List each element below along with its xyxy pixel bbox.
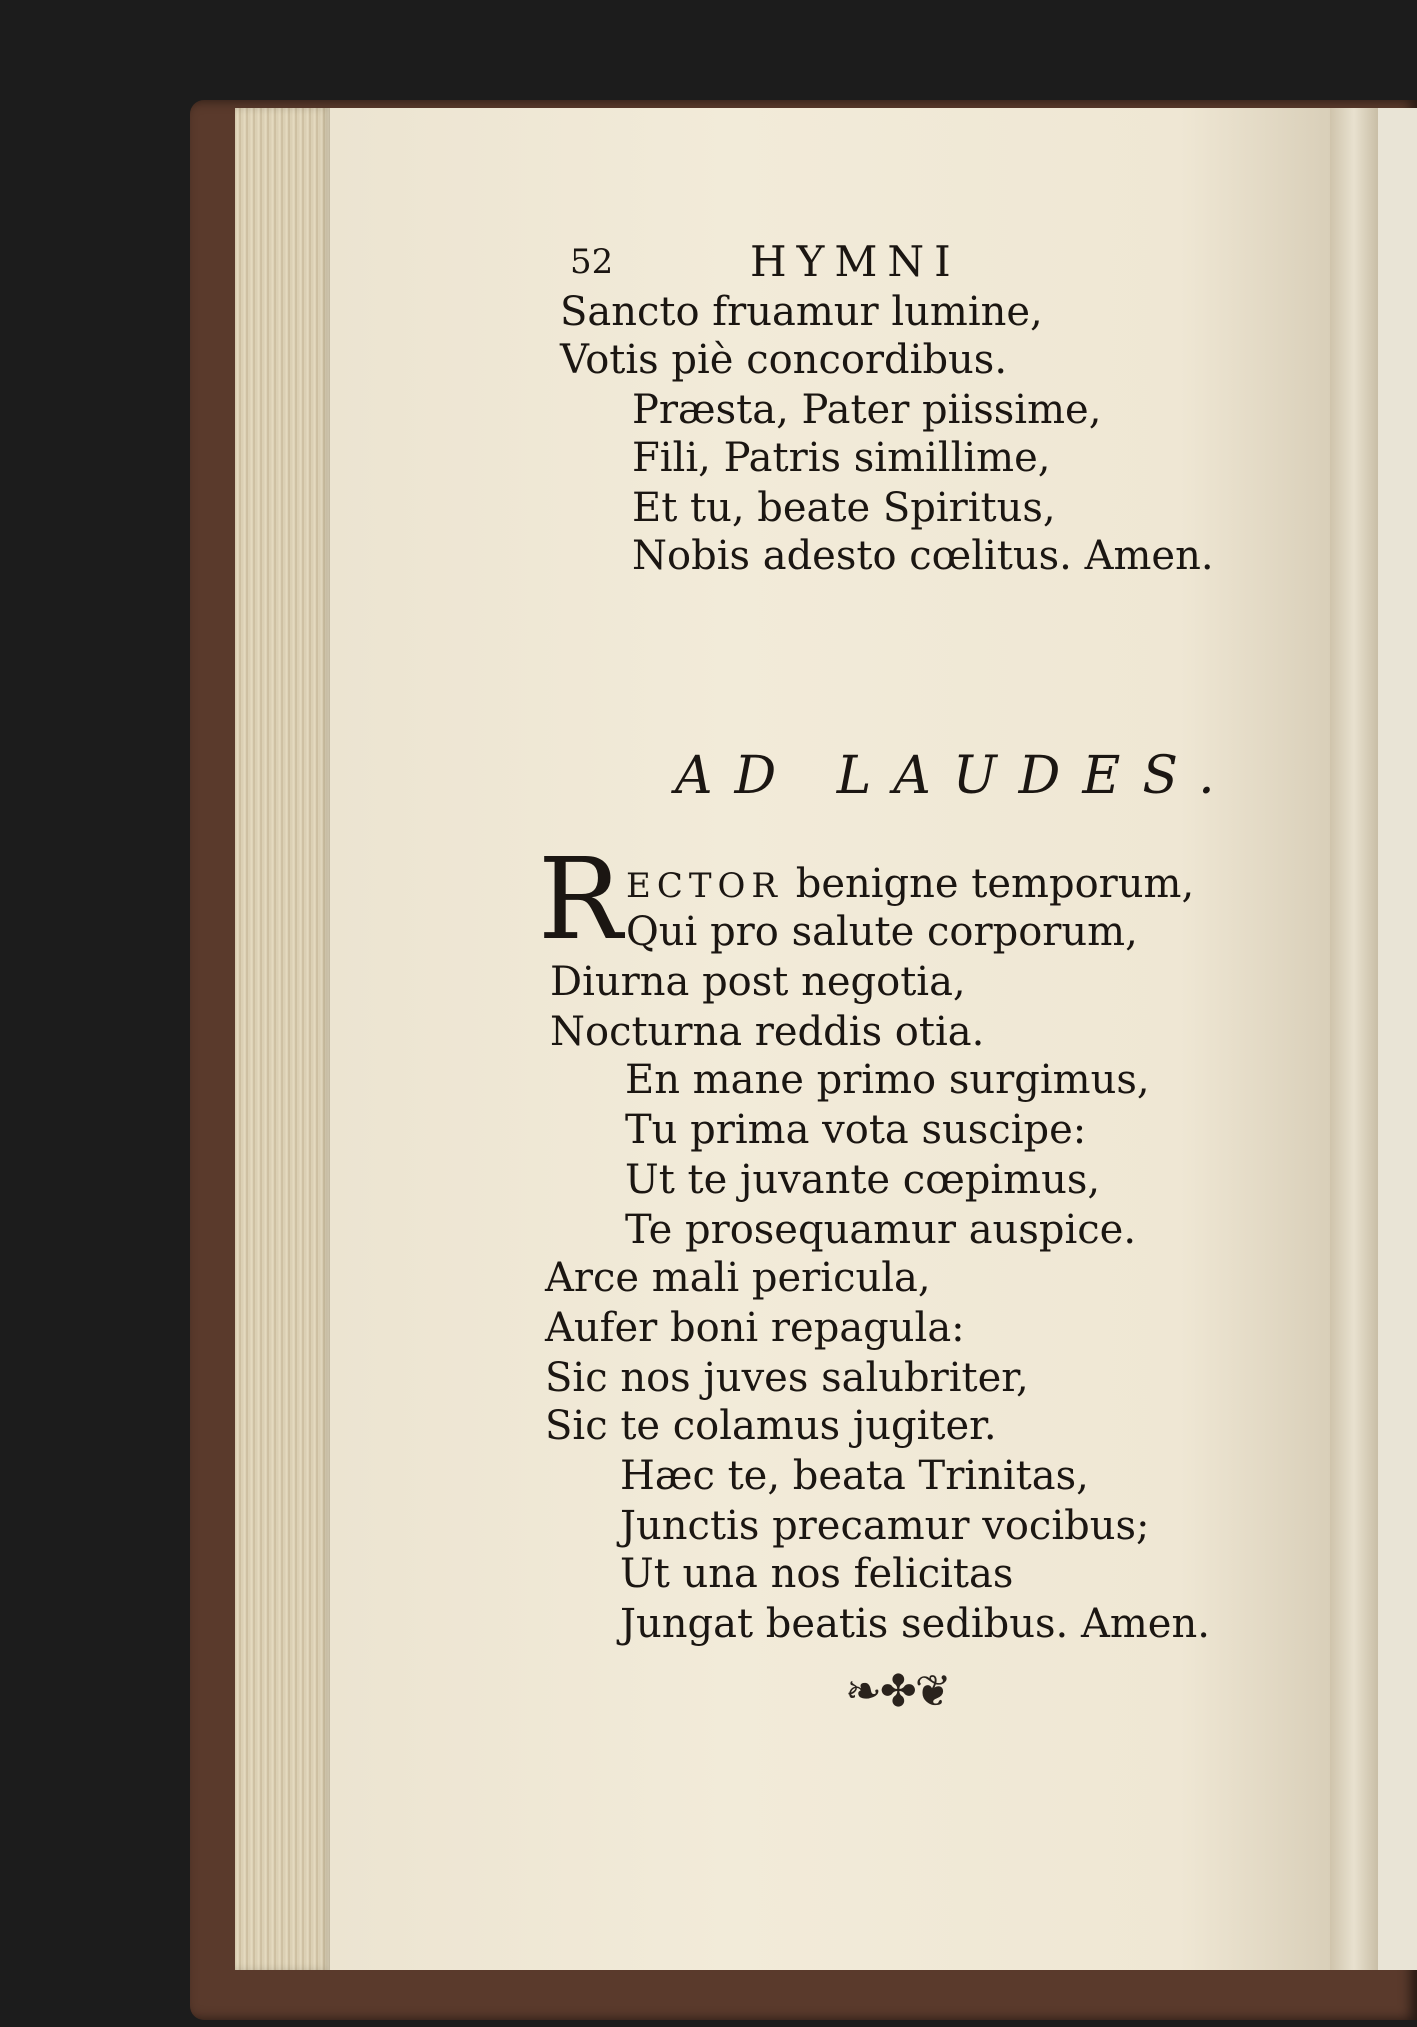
book-gutter	[1330, 108, 1378, 1970]
verse-line: Junctis precamur vocibus;	[620, 1503, 1150, 1549]
verse-line: Sic nos juves salubriter,	[545, 1355, 1029, 1401]
verse-line: Præsta, Pater piissime,	[632, 387, 1102, 433]
verse-line: Jungat beatis sedibus. Amen.	[620, 1601, 1210, 1647]
section-heading: AD LAUDES.	[675, 746, 1237, 806]
first-line-rest: benigne temporum,	[795, 861, 1195, 907]
page-text	[330, 108, 1330, 1970]
verse-line: Te prosequamur auspice.	[625, 1207, 1137, 1253]
page-edges	[235, 108, 330, 1970]
verse-line: Nobis adesto cœlitus. Amen.	[632, 533, 1214, 579]
verse-line: En mane primo surgimus,	[625, 1057, 1150, 1103]
verse-line: Ut una nos felicitas	[620, 1551, 1014, 1597]
running-title: HYMNI	[750, 237, 961, 286]
verse-line: Et tu, beate Spiritus,	[632, 485, 1056, 531]
verse-line: Diurna post negotia,	[550, 959, 966, 1005]
hymn-first-line	[626, 860, 1194, 910]
verse-line: Fili, Patris simillime,	[632, 435, 1051, 481]
verse-line: Votis piè concordibus.	[560, 337, 1008, 383]
book-page	[330, 108, 1330, 1970]
first-word-small-caps: ECTOR	[626, 866, 783, 906]
verse-line: Arce mali pericula,	[545, 1255, 931, 1301]
facing-page-edge	[1378, 108, 1417, 1970]
drop-cap: R	[538, 835, 623, 965]
verse-line: Sic te colamus jugiter.	[545, 1403, 997, 1449]
verse-line: Sancto fruamur lumine,	[560, 289, 1043, 335]
page-number: 52	[570, 242, 614, 282]
verse-line: Tu prima vota suscipe:	[625, 1107, 1087, 1153]
tailpiece-ornament: ❧✤❦	[845, 1666, 950, 1717]
verse-line: Qui pro salute corporum,	[626, 909, 1138, 955]
verse-line: Hæc te, beata Trinitas,	[620, 1453, 1089, 1499]
verse-line: Ut te juvante cœpimus,	[625, 1157, 1101, 1203]
verse-line: Aufer boni repagula:	[545, 1305, 965, 1351]
verse-line: Nocturna reddis otia.	[550, 1009, 985, 1055]
